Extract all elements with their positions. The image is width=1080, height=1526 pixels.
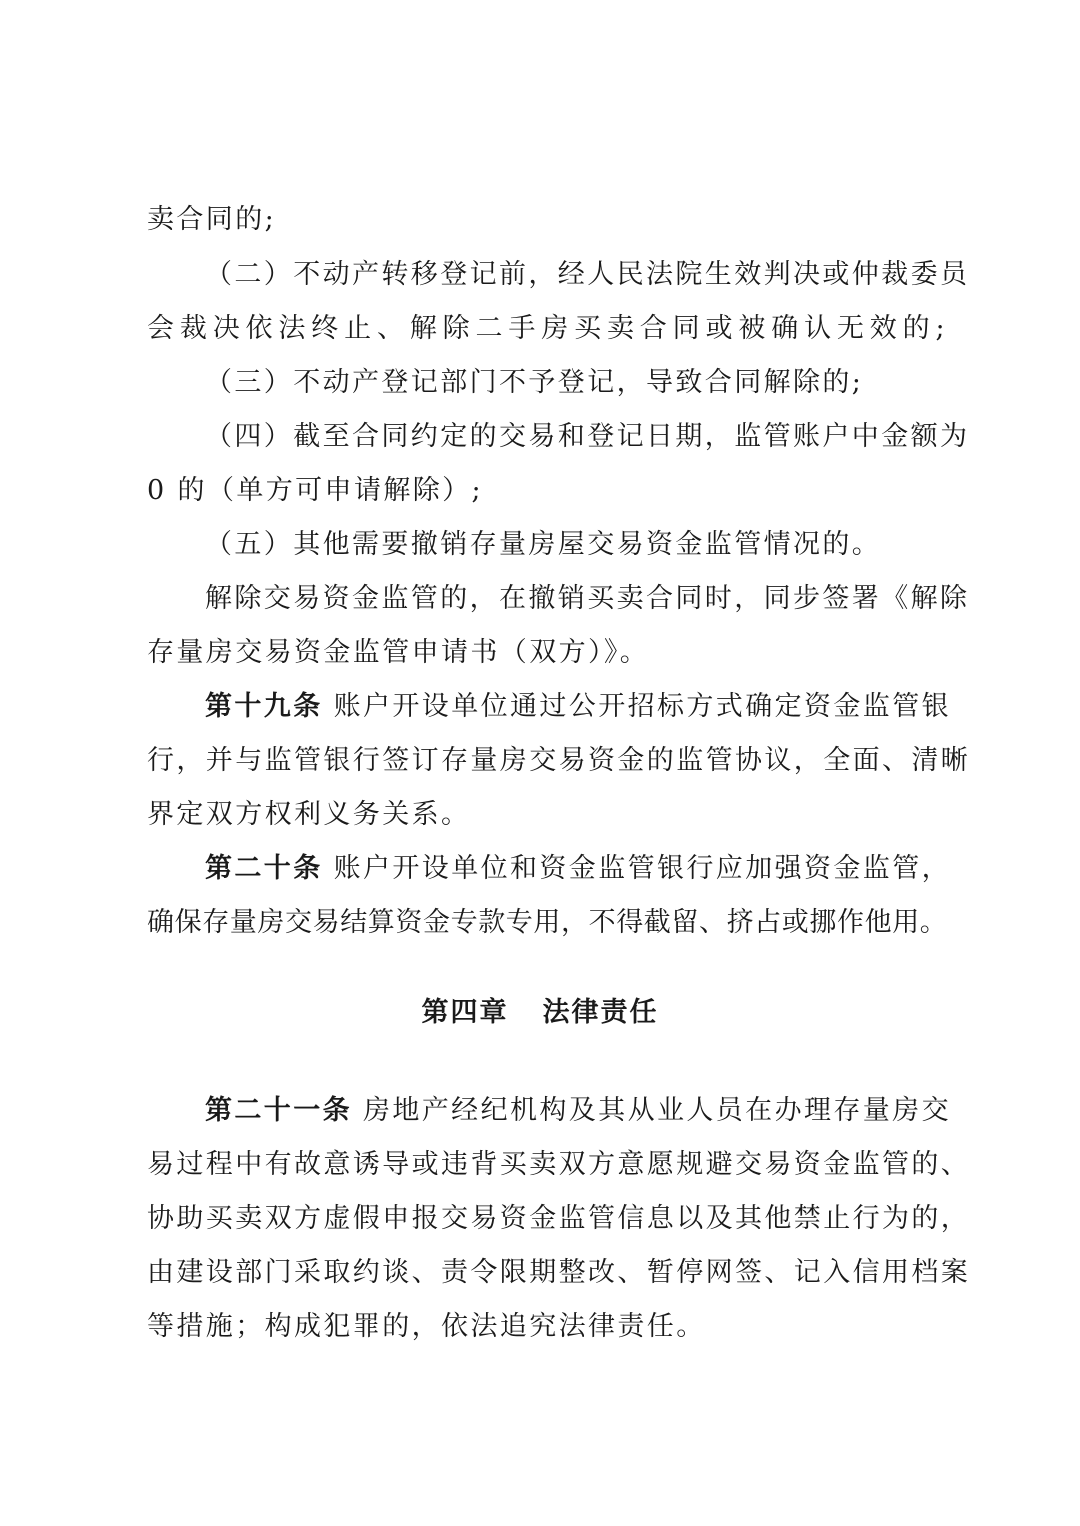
chapter-number: 第四章 <box>421 997 509 1028</box>
text-line: 等措施；构成犯罪的，依法追究法律责任。 <box>147 1311 706 1342</box>
text-line: 确保存量房交易结算资金专款专用，不得截留、挤占或挪作他用。 <box>147 907 948 938</box>
text-line: 会裁决依法终止、解除二手房买卖合同或被确认无效的; <box>147 313 947 344</box>
article-19-label: 第十九条 <box>205 691 323 722</box>
paragraph-line: 解除交易资金监管的，在撤销买卖合同时，同步签署《解除 <box>205 583 970 614</box>
article-20-label: 第二十条 <box>205 853 323 884</box>
text-line: 易过程中有故意诱导或违背买卖双方意愿规避交易资金监管的、 <box>147 1149 971 1180</box>
list-item-5: （五）其他需要撤销存量房屋交易资金监管情况的。 <box>205 529 882 560</box>
article-21-line <box>205 1091 951 1131</box>
article-20-line <box>205 849 951 889</box>
text-line: 卖合同的; <box>147 204 277 235</box>
list-item-2: （二）不动产转移登记前，经人民法院生效判决或仲裁委员 <box>205 259 970 290</box>
text-line: 由建设部门采取约谈、责令限期整改、暂停网签、记入信用档案 <box>147 1257 971 1288</box>
article-20-text: 账户开设单位和资金监管银行应加强资金监管， <box>333 853 951 884</box>
text-line: 存量房交易资金监管申请书（双方）》。 <box>147 637 650 668</box>
text-line: 0 的（单方可申请解除）; <box>147 475 484 506</box>
list-item-4: （四）截至合同约定的交易和登记日期，监管账户中金额为 <box>205 421 970 452</box>
text-line: 界定双方权利义务关系。 <box>147 799 471 830</box>
article-21-label: 第二十一条 <box>205 1095 352 1126</box>
text-line: 行，并与监管银行签订存量房交易资金的监管协议，全面、清晰 <box>147 745 971 776</box>
text-line: 协助买卖双方虚假申报交易资金监管信息以及其他禁止行为的， <box>147 1203 971 1234</box>
article-19-text: 账户开设单位通过公开招标方式确定资金监管银 <box>333 691 951 722</box>
chapter-title: 法律责任 <box>542 997 659 1028</box>
chapter-heading <box>0 993 1080 1033</box>
article-19-line <box>205 687 951 727</box>
article-21-text: 房地产经纪机构及其从业人员在办理存量房交 <box>362 1095 951 1126</box>
list-item-3: （三）不动产登记部门不予登记，导致合同解除的; <box>205 367 864 398</box>
